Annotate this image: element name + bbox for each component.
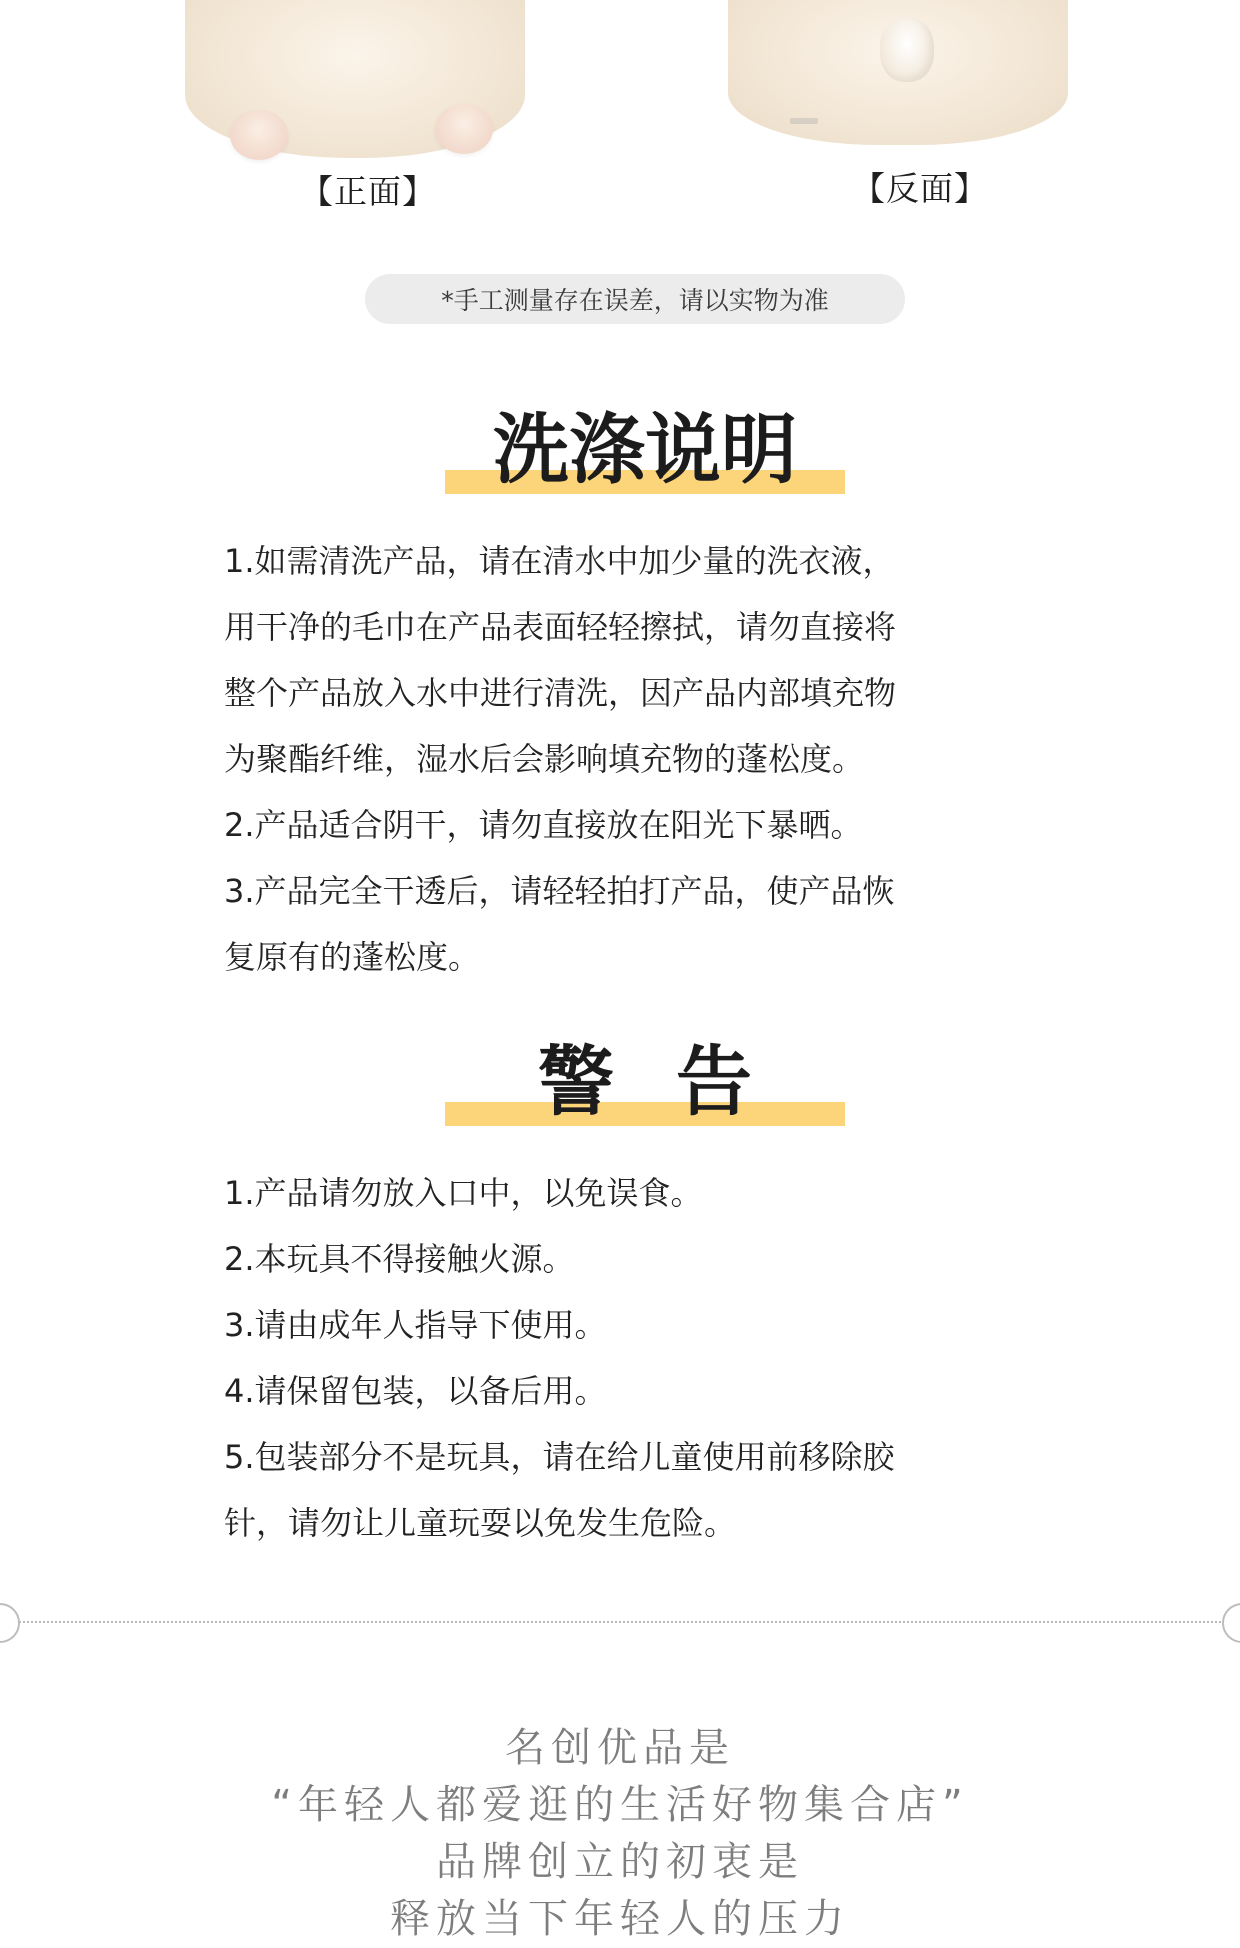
plush-front-right-paw xyxy=(435,104,493,154)
plush-back-tail xyxy=(880,18,934,82)
washing-line: 整个产品放入水中进行清洗，因产品内部填充物 xyxy=(224,674,897,712)
slogan-line: “年轻人都爱逛的生活好物集合店” xyxy=(271,1782,969,1828)
washing-line: 为聚酯纤维，湿水后会影响填充物的蓬松度。 xyxy=(224,740,865,778)
back-view-caption: 【反面】 xyxy=(852,169,988,208)
washing-line: 1.如需清洗产品，请在清水中加少量的洗衣液， xyxy=(224,542,895,580)
washing-line: 复原有的蓬松度。 xyxy=(224,938,481,976)
divider-left-notch xyxy=(0,1603,20,1643)
measurement-disclaimer: *手工测量存在误差，请以实物为准 xyxy=(365,274,905,324)
washing-line: 2.产品适合阴干，请勿直接放在阳光下暴晒。 xyxy=(224,806,863,844)
washing-title: 洗涤说明 xyxy=(493,405,797,494)
warning-title: 警告 xyxy=(538,1037,814,1126)
warning-line: 2.本玩具不得接触火源。 xyxy=(224,1240,575,1278)
slogan-line: 释放当下年轻人的压力 xyxy=(390,1896,850,1942)
warning-line: 针，请勿让儿童玩耍以免发生危险。 xyxy=(224,1504,737,1542)
warning-heading xyxy=(445,1037,845,1128)
washing-line: 3.产品完全干透后，请轻轻拍打产品，使产品恢 xyxy=(224,872,895,910)
slogan-line: 名创优品是 xyxy=(505,1725,735,1771)
dotted-divider xyxy=(0,1621,1240,1625)
washing-instructions-heading xyxy=(445,405,845,496)
washing-line: 用干净的毛巾在产品表面轻轻擦拭，请勿直接将 xyxy=(224,608,897,646)
plush-front-left-paw xyxy=(230,110,288,160)
warning-line: 1.产品请勿放入口中，以免误食。 xyxy=(224,1174,703,1212)
divider-right-notch xyxy=(1222,1603,1240,1643)
warning-text xyxy=(224,1160,1014,1556)
washing-instructions-text xyxy=(224,528,1014,990)
plush-back-tag xyxy=(790,118,818,124)
warning-line: 5.包装部分不是玩具，请在给儿童使用前移除胶 xyxy=(224,1438,895,1476)
warning-line: 4.请保留包装，以备后用。 xyxy=(224,1372,607,1410)
front-view-caption: 【正面】 xyxy=(300,172,436,211)
slogan-line: 品牌创立的初衷是 xyxy=(436,1839,804,1885)
brand-slogan xyxy=(0,1720,1240,1948)
warning-line: 3.请由成年人指导下使用。 xyxy=(224,1306,607,1344)
